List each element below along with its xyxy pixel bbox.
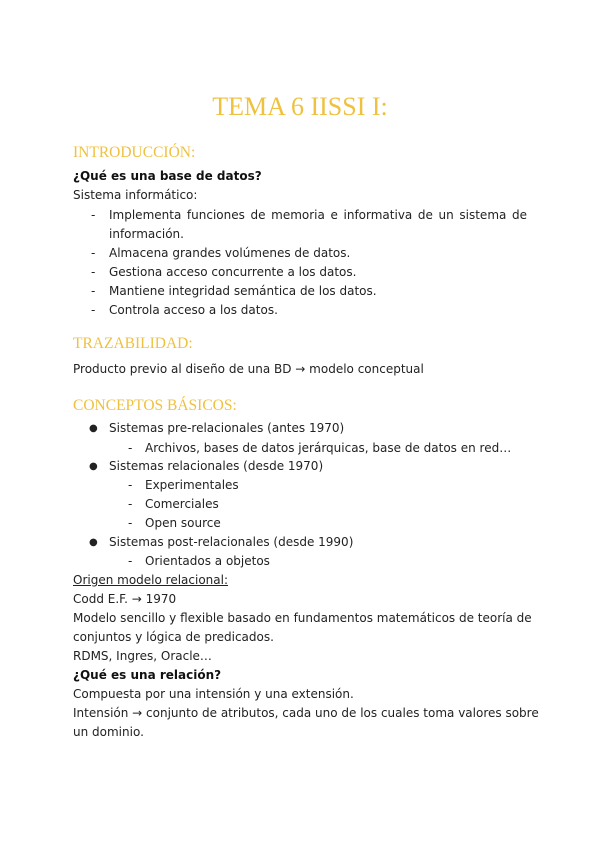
dash-marker: - [91,303,96,317]
dash-marker: - [128,554,133,568]
heading-introduccion: INTRODUCCIÓN: [73,144,196,161]
modelo-text-line-1: Modelo sencillo y flexible basado en fundamentos matemáticos de teoría de [73,611,532,625]
compuesta-text: Compuesta por una intensión y una extensión. [73,687,354,701]
list-item: Almacena grandes volúmenes de datos. [109,246,351,260]
question-base-de-datos: ¿Qué es una base de datos? [73,169,262,183]
dash-marker: - [128,478,133,492]
sub-list-item: Comerciales [145,497,219,511]
rdms-text: RDMS, Ingres, Oracle… [73,649,212,663]
trazabilidad-text: Producto previo al diseño de una BD → modelo conceptual [73,362,424,376]
codd-text: Codd E.F. → 1970 [73,592,177,606]
list-item: Sistemas pre-relacionales (antes 1970) [109,421,345,435]
list-item: Implementa funciones de memoria e informativa de un sistema de [109,208,527,222]
list-item: Controla acceso a los datos. [109,303,278,317]
sub-list-item: Open source [145,516,221,530]
dash-marker: - [91,284,96,298]
dash-marker: - [91,208,96,222]
heading-trazabilidad: TRAZABILIDAD: [73,335,193,352]
question-relacion: ¿Qué es una relación? [73,668,222,682]
modelo-text-line-2: conjuntos y lógica de predicados. [73,630,274,644]
dash-marker: - [91,265,96,279]
list-item: Mantiene integridad semántica de los datos. [109,284,377,298]
dash-marker: - [128,497,133,511]
bullet-marker: ● [89,537,98,548]
heading-conceptos-basicos: CONCEPTOS BÁSICOS: [73,397,237,414]
sistema-informatico-label: Sistema informático: [73,188,198,202]
bullet-marker: ● [89,461,98,472]
dash-marker: - [128,516,133,530]
dash-marker: - [91,246,96,260]
list-item: información. [109,227,184,241]
list-item: Sistemas relacionales (desde 1970) [109,459,324,473]
dash-marker: - [128,441,133,455]
list-item: Sistemas post-relacionales (desde 1990) [109,535,354,549]
intension-text-line-2: un dominio. [73,725,144,739]
page-title: TEMA 6 IISSI I: [212,92,388,121]
list-item: Gestiona acceso concurrente a los datos. [109,265,357,279]
sub-list-item: Archivos, bases de datos jerárquicas, base de datos en red… [145,441,512,455]
sub-list-item: Orientados a objetos [145,554,270,568]
origen-modelo-relacional-label: Origen modelo relacional: [73,573,229,587]
intension-text-line-1: Intensión → conjunto de atributos, cada uno de los cuales toma valores sobre [73,706,539,720]
bullet-marker: ● [89,423,98,434]
sub-list-item: Experimentales [145,478,239,492]
